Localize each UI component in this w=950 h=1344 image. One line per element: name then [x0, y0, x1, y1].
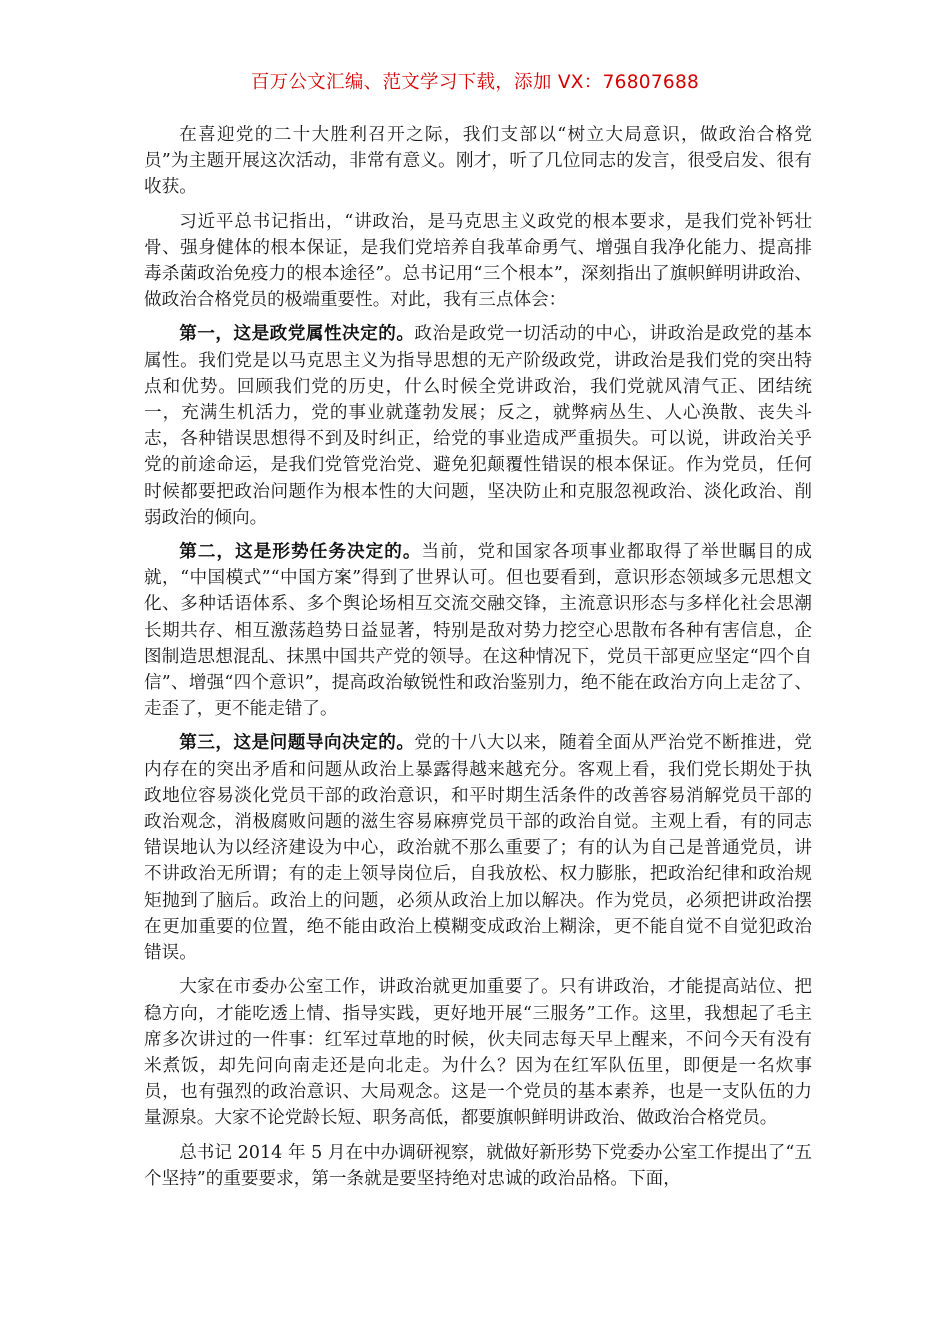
paragraph-lead: 第一，这是政党属性决定的。 — [179, 323, 415, 345]
paragraph-quote — [144, 209, 812, 314]
header-banner: 百万公文汇编、范文学习下载，添加 VX：76807688 — [250, 72, 700, 93]
paragraph-intro — [144, 122, 812, 201]
document-body — [144, 122, 812, 1200]
paragraph-text: 当前，党和国家各项事业都取得了举世瞩目的成就，“中国模式”“中国方案”得到了世界认可。但也要看到，意识形态领域多元思想文化、多种话语体系、多个舆论场相互交流交融交锋，主流意识形态与多样化社会思潮长期共存、相互激荡趋势日益显著，特别是敌对势力挖空心思散布各种有害信息，企图制造思想混乱、抹黑中国共产党的领导。在这种情况下，党员干部更应坚定“四个自信”、增强“四个意识”，提高政治敏锐性和政治鉴别力，绝不能在政治方向上走岔了、走歪了，更不能走错了。 — [144, 542, 812, 720]
paragraph-point-3 — [144, 730, 812, 966]
paragraph-lead: 第二，这是形势任务决定的。 — [179, 541, 422, 563]
paragraph-lead: 第三，这是问题导向决定的。 — [179, 732, 415, 754]
paragraph-text: 大家在市委办公室工作，讲政治就更加重要了。只有讲政治，才能提高站位、把稳方向，才能吃透上情、指导实践，更好地开展“三服务”工作。这里，我想起了毛主席多次讲过的一件事：红军过草地的时候，伙夫同志每天早上醒来，不问今天有没有米煮饭，却先问向南走还是向北走。为什么？因为在红军队伍里，即便是一名炊事员，也有强烈的政治意识、大局观念。这是一个党员的基本素养，也是一支队伍的力量源泉。大家不论党龄长短、职务高低，都要旗帜鲜明讲政治、做政治合格党员。 — [144, 977, 812, 1129]
paragraph-text: 总书记 2014 年 5 月在中办调研视察，就做好新形势下党委办公室工作提出了“五个坚持”的重要要求，第一条就是要坚持绝对忠诚的政治品格。下面， — [144, 1142, 812, 1189]
paragraph-text: 党的十八大以来，随着全面从严治党不断推进，党内存在的突出矛盾和问题从政治上暴露得越来越充分。客观上看，我们党长期处于执政地位容易淡化党员干部的政治意识，和平时期生活条件的改善容易消解党员干部的政治观念，消极腐败问题的滋生容易麻痹党员干部的政治自觉。主观上看，有的同志错误地认为以经济建设为中心，政治就不那么重要了；有的认为自己是普通党员，讲不讲政治无所谓；有的走上领导岗位后，自我放松、权力膨胀，把政治纪律和政治规矩抛到了脑后。政治上的问题，必须从政治上加以解决。作为党员，必须把讲政治摆在更加重要的位置，绝不能由政治上模糊变成政治上糊涂，更不能自觉不自觉犯政治错误。 — [144, 733, 812, 964]
paragraph-point-2 — [144, 539, 812, 722]
paragraph-text: 政治是政党一切活动的中心，讲政治是政党的基本属性。我们党是以马克思主义为指导思想的无产阶级政党，讲政治是我们党的突出特点和优势。回顾我们党的历史，什么时候全党讲政治，我们党就风清气正、团结统一，充满生机活力，党的事业就蓬勃发展；反之，就弊病丛生、人心涣散、丧失斗志，各种错误思想得不到及时纠正，给党的事业造成严重损失。可以说，讲政治关乎党的前途命运，是我们党管党治党、避免犯颠覆性错误的根本保证。作为党员，任何时候都要把政治问题作为根本性的大问题，坚决防止和克服忽视政治、淡化政治、削弱政治的倾向。 — [144, 324, 812, 528]
paragraph-text: 习近平总书记指出，“讲政治，是马克思主义政党的根本要求，是我们党补钙壮骨、强身健体的根本保证，是我们党培养自我革命勇气、增强自我净化能力、提高排毒杀菌政治免疫力的根本途径”。总书记用“三个根本”，深刻指出了旗帜鲜明讲政治、做政治合格党员的极端重要性。对此，我有三点体会： — [144, 211, 812, 311]
paragraph-closing — [144, 1140, 812, 1192]
paragraph-point-1 — [144, 321, 812, 531]
paragraph-office — [144, 974, 812, 1131]
paragraph-text: 在喜迎党的二十大胜利召开之际，我们支部以“树立大局意识，做政治合格党员”为主题开展这次活动，非常有意义。刚才，听了几位同志的发言，很受启发、很有收获。 — [144, 125, 812, 198]
